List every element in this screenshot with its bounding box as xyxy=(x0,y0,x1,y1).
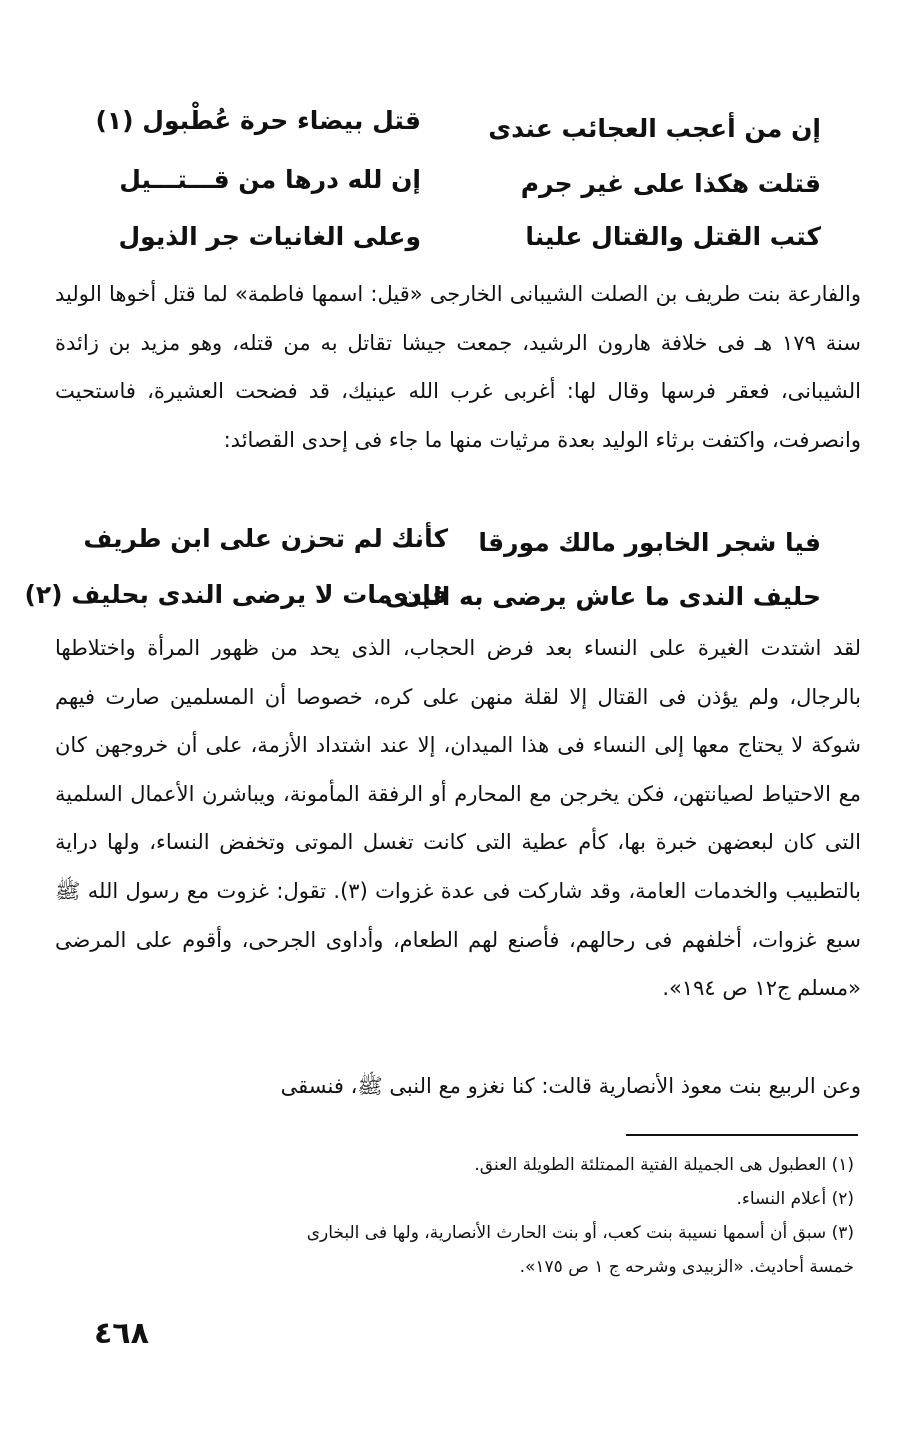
poem1-line3-hemistich-left: وعلى الغانيات جر الذيول xyxy=(118,222,421,251)
footnote-1: (١) العطبول هى الجميلة الفتية الممتلئة الطويلة العنق. xyxy=(474,1155,854,1175)
page-number: ٤٦٨ xyxy=(94,1316,149,1351)
footnote-2: (٢) أعلام النساء. xyxy=(736,1189,854,1209)
footnote-3: (٣) سبق أن أسمها نسيبة بنت كعب، أو بنت الحارث الأنصارية، ولها فى البخارى xyxy=(306,1223,854,1243)
poem2-line2-hemistich-right: فإن مات لا يرضى الندى بحليف (٢) xyxy=(24,580,448,609)
paragraph-rubayyi: وعن الربيع بنت معوذ الأنصارية قالت: كنا نغزو مع النبى ﷺ، فنسقى xyxy=(280,1074,861,1098)
poem1-line1-hemistich-right: إن من أعجب العجائب عندى xyxy=(488,114,821,143)
poem2-line1-hemistich-left: كأنك لم تحزن على ابن طريف xyxy=(83,524,448,553)
footnotes xyxy=(54,1148,854,1284)
footnote-separator xyxy=(626,1134,858,1136)
poem1-line2-hemistich-left: إن لله درها من قـــتـــيل xyxy=(119,165,421,194)
footnote-3-continued: خمسة أحاديث. «الزبيدى وشرحه ج ١ ص ١٧٥». xyxy=(519,1257,854,1277)
poem1-line2-hemistich-right: قتلت هكذا على غير جرم xyxy=(520,169,821,198)
poem1-line1-hemistich-left: قتل بيضاء حرة عُطْبول (١) xyxy=(95,106,421,135)
poem2-line1-hemistich-right: فيا شجر الخابور مالك مورقا xyxy=(478,528,821,557)
paragraph-alfaria: والفارعة بنت طريف بن الصلت الشيبانى الخارجى «قيل: اسمها فاطمة» لما قتل أخوها الوليد سنة ١٧٩ هـ فى خلافة هارون الرشيد، جمعت جيشا تقاتل به من قتله، وهو مزيد بن زائدة الشيبانى، فعقر فرسها وقال لها: أغربى غرب الله عينيك، قد فضحت العشيرة، فاستحيت وانصرفت، واكتفت برثاء الوليد بعدة مرثيات منها ما جاء فى إحدى القصائد: xyxy=(55,282,861,452)
poem1-line3-hemistich-right: كتب القتل والقتال علينا xyxy=(525,222,821,251)
poem2-line2-hemistich-left: حليف الندى ما عاش يرضى به الندى xyxy=(384,582,821,611)
paragraph-hijab: لقد اشتدت الغيرة على النساء بعد فرض الحجاب، الذى يحد من ظهور المرأة واختلاطها بالرجال، ولم يؤذن فى القتال إلا لقلة منهن على كره، خصوصا أن المسلمين صارت فيهم شوكة لا يحتاج معها إلى النساء فى هذا الميدان، إلا عند اشتداد الأزمة، على أن خروجهن كان مع الاحتياط لصيانتهن، فكن يخرجن مع المحارم أو الرفقة المأمونة، ويباشرن الأعمال السلمية التى كان لبعضهن خبرة بها، كأم عطية التى كانت تغسل الموتى وتخفض النساء، ولها دراية بالتطبيب والخدمات العامة، وقد شاركت فى عدة غزوات (٣). تقول: غزوت مع رسول الله ﷺ سبع غزوات، أخلفهم فى رحالهم، فأصنع لهم الطعام، وأداوى الجرحى، وأقوم على المرضى «مسلم ج١٢ ص ١٩٤». xyxy=(55,636,861,1001)
